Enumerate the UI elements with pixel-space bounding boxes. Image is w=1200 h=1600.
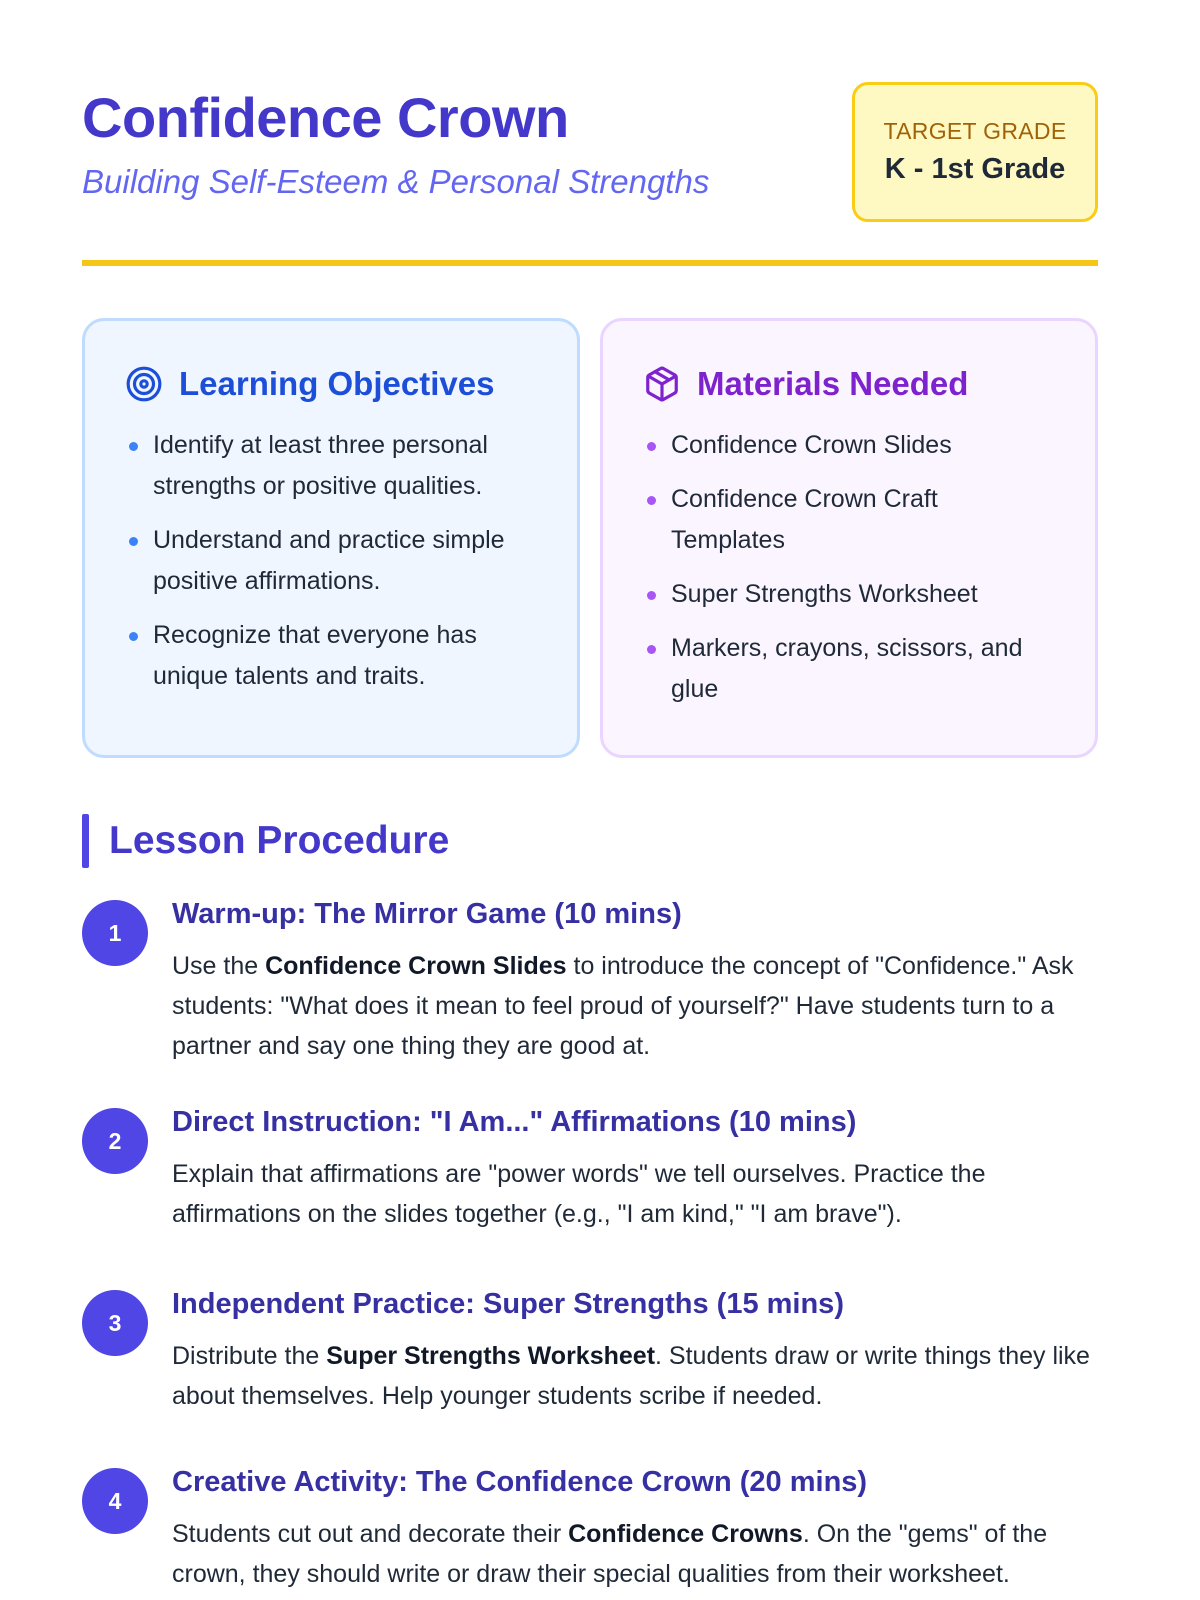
step-description: Explain that affirmations are "power words" we tell ourselves. Practice the affirmations on the slides together (e.g., "I am kind," "I am brave"). — [172, 1160, 986, 1228]
material-text: Confidence Crown Slides — [671, 431, 952, 459]
step-title: Creative Activity: The Confidence Crown (20 mins) — [172, 1466, 868, 1498]
materials-needed-title: Materials Needed — [697, 365, 969, 402]
bullet-dot — [647, 645, 656, 654]
step-description-text: to introduce the concept of "Confidence." Ask students: "What does it mean to feel proud of yourself?" Have students turn to a partner and say one thing they are good at. — [172, 952, 1074, 1060]
step-number-badge: 2 — [82, 1108, 148, 1174]
step-number-badge: 4 — [82, 1468, 148, 1534]
step-description-text: . On the "gems" of the crown, they should write or draw their special qualities from their worksheet. — [172, 1520, 1048, 1588]
materials-needed-header — [643, 361, 1055, 407]
bullet-dot — [647, 442, 656, 451]
bullet-dot — [647, 591, 656, 600]
objective-item — [125, 615, 537, 697]
section-accent-bar — [82, 814, 89, 868]
box-icon — [643, 365, 681, 403]
material-item — [643, 425, 1055, 466]
step-description-text: Students cut out and decorate their — [172, 1520, 569, 1548]
step-body — [172, 1102, 1098, 1234]
material-text: Confidence Crown Craft Templates — [671, 485, 938, 554]
material-item — [643, 479, 1055, 561]
objective-text: Identify at least three personal strengths or positive qualities. — [153, 431, 488, 500]
step-body — [172, 894, 1098, 1066]
materials-needed-list — [643, 425, 1055, 710]
step-body — [172, 1284, 1098, 1416]
step-title: Independent Practice: Super Strengths (15 mins) — [172, 1288, 844, 1320]
info-cards — [82, 318, 1098, 758]
header — [82, 80, 1098, 266]
target-grade-label: TARGET GRADE — [883, 118, 1067, 144]
step-description — [172, 1514, 1098, 1594]
step-title: Direct Instruction: "I Am..." Affirmations (10 mins) — [172, 1106, 857, 1138]
step-number-badge: 1 — [82, 900, 148, 966]
learning-objectives-card — [82, 318, 580, 758]
procedure-step — [82, 894, 1098, 1066]
objective-text: Recognize that everyone has unique talents and traits. — [153, 621, 477, 690]
procedure-step — [82, 1284, 1098, 1416]
step-title: Warm-up: The Mirror Game (10 mins) — [172, 898, 682, 930]
procedure-step — [82, 1462, 1098, 1594]
procedure-step — [82, 1102, 1098, 1234]
page-subtitle: Building Self-Esteem & Personal Strengths — [82, 163, 710, 200]
step-description-material: Confidence Crowns — [568, 1520, 803, 1548]
material-item — [643, 628, 1055, 710]
bullet-dot — [129, 537, 138, 546]
lesson-procedure-header — [82, 814, 1098, 868]
target-grade-badge — [852, 82, 1098, 222]
step-description-material: Super Strengths Worksheet — [326, 1342, 656, 1370]
page-title: Confidence Crown — [82, 86, 569, 149]
step-description-text: Use the — [172, 952, 266, 980]
objective-text: Understand and practice simple positive affirmations. — [153, 526, 505, 595]
bullet-dot — [647, 496, 656, 505]
learning-objectives-header — [125, 361, 537, 407]
learning-objectives-list — [125, 425, 537, 697]
step-description — [172, 946, 1098, 1066]
bullet-dot — [129, 632, 138, 641]
step-description-material: Confidence Crown Slides — [265, 952, 567, 980]
step-body — [172, 1462, 1098, 1594]
material-item — [643, 574, 1055, 615]
objective-item — [125, 520, 537, 602]
target-icon — [125, 365, 163, 403]
step-description — [172, 1336, 1098, 1416]
title-block — [82, 80, 709, 202]
bullet-dot — [129, 442, 138, 451]
lesson-procedure-title: Lesson Procedure — [109, 819, 450, 862]
step-description-text: Distribute the — [172, 1342, 327, 1370]
material-text: Super Strengths Worksheet — [671, 580, 978, 608]
step-description-text: . Students draw or write things they like about themselves. Help younger students scribe if needed. — [172, 1342, 1090, 1410]
materials-needed-card — [600, 318, 1098, 758]
objective-item — [125, 425, 537, 507]
learning-objectives-title: Learning Objectives — [179, 365, 495, 402]
procedure-steps — [82, 894, 1098, 1594]
material-text: Markers, crayons, scissors, and glue — [671, 634, 1023, 703]
target-grade-value: K - 1st Grade — [884, 153, 1066, 185]
step-number-badge: 3 — [82, 1290, 148, 1356]
